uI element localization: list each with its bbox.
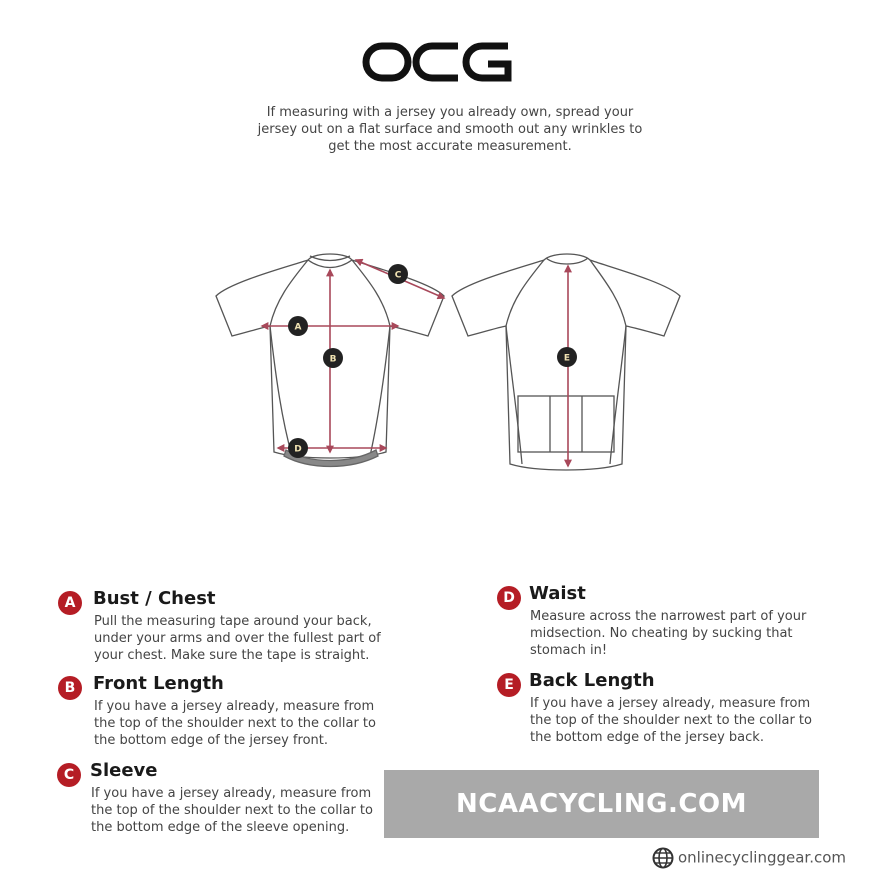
credit-text: onlinecyclinggear.com <box>678 848 847 867</box>
entry-body <box>530 608 806 659</box>
badge-d: D <box>497 586 521 610</box>
entry-title: Bust / Chest <box>93 588 216 609</box>
badge-c: C <box>57 763 81 787</box>
entry-body <box>94 613 381 664</box>
entry-title: Front Length <box>93 673 224 694</box>
marker-d <box>288 438 308 458</box>
marker-c <box>388 264 408 284</box>
entry-line: Pull the measuring tape around your back, <box>94 614 372 629</box>
entry-line: Measure across the narrowest part of your <box>530 609 807 624</box>
intro-line: jersey out on a flat surface and smooth out any wrinkles to <box>257 122 643 137</box>
marker-d-label: D <box>294 444 302 455</box>
badge-b: B <box>58 676 82 700</box>
entry-line: If you have a jersey already, measure from <box>530 696 811 711</box>
entry-line: stomach in! <box>530 643 608 658</box>
intro-line: If measuring with a jersey you already own, spread your <box>266 105 634 120</box>
entry-title: Sleeve <box>90 760 158 781</box>
entry-line: the bottom edge of the sleeve opening. <box>91 820 350 835</box>
entry-line: the top of the shoulder next to the collar to <box>530 713 812 728</box>
marker-b-label: B <box>329 354 337 365</box>
badge-a: A <box>58 591 82 615</box>
entry-line: If you have a jersey already, measure from <box>91 786 372 801</box>
entry-title: Back Length <box>529 670 655 691</box>
entry-body <box>94 698 376 749</box>
site-credit <box>652 847 846 869</box>
entry-body <box>530 695 812 746</box>
marker-a-label: A <box>294 322 302 333</box>
globe-icon <box>652 847 674 869</box>
marker-b <box>323 348 343 368</box>
entry-line: the bottom edge of the jersey back. <box>530 730 764 745</box>
marker-a <box>288 316 308 336</box>
entry-line: If you have a jersey already, measure from <box>94 699 375 714</box>
marker-e <box>557 347 577 367</box>
badge-e: E <box>497 673 521 697</box>
entry-line: under your arms and over the fullest part of <box>94 631 381 646</box>
entry-line: the bottom edge of the jersey front. <box>94 733 328 748</box>
entry-line: your chest. Make sure the tape is straight. <box>94 648 370 663</box>
entry-body <box>91 785 373 836</box>
marker-c-label: C <box>394 270 402 281</box>
entry-line: the top of the shoulder next to the collar to <box>91 803 373 818</box>
entry-title: Waist <box>529 583 586 604</box>
marker-e-label: E <box>563 353 571 364</box>
entry-line: the top of the shoulder next to the collar to <box>94 716 376 731</box>
watermark-banner: NCAACYCLING.COM <box>384 770 819 838</box>
entry-line: midsection. No cheating by sucking that <box>530 626 793 641</box>
intro-line: get the most accurate measurement. <box>328 139 572 154</box>
